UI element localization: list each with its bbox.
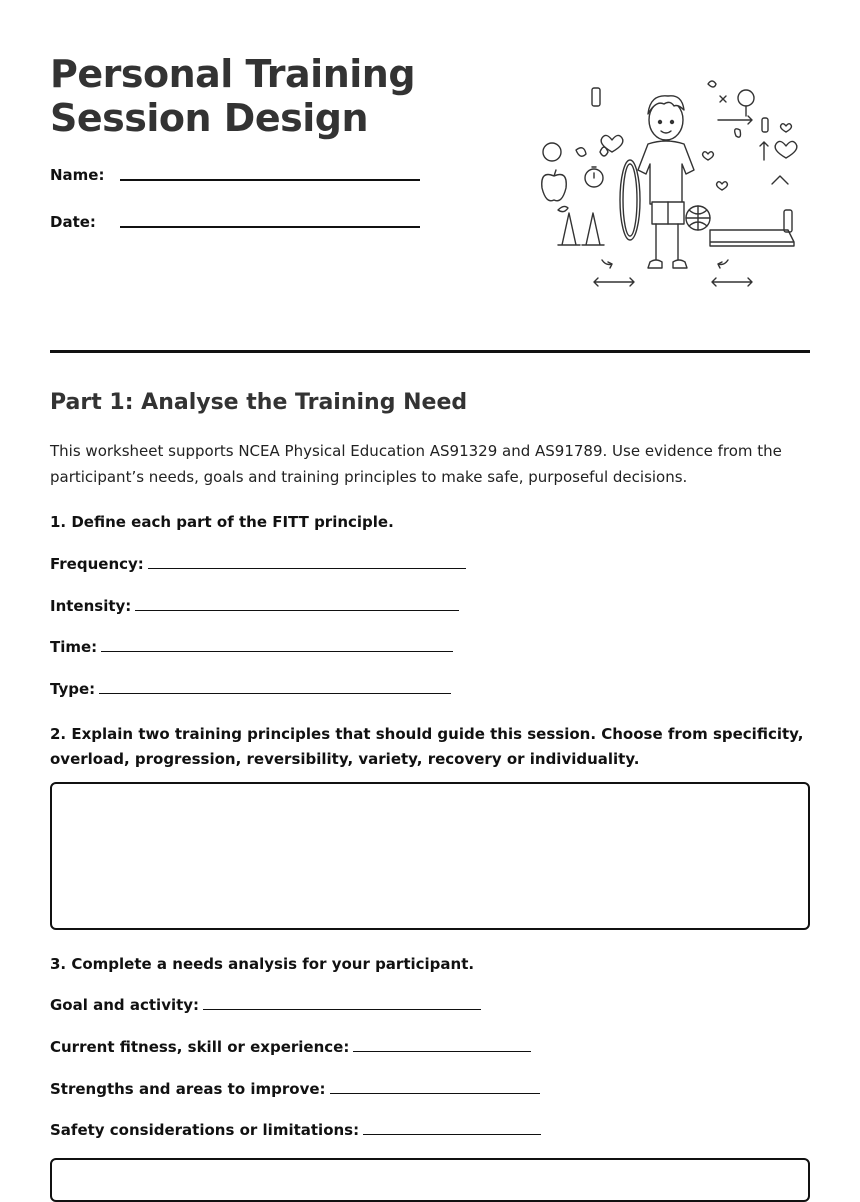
leaf-icon — [576, 148, 586, 157]
fitt-frequency-blank[interactable] — [148, 554, 466, 569]
date-label: Date: — [50, 213, 96, 231]
title-line-2: Session Design — [50, 96, 369, 140]
arrow-icon — [760, 142, 768, 160]
water-bottle-icon — [784, 210, 792, 232]
section-divider — [50, 350, 810, 353]
fitt-time-field[interactable] — [50, 637, 453, 656]
fitt-intensity-label: Intensity: — [50, 597, 132, 615]
heart-icon — [601, 135, 623, 152]
fitt-time-label: Time: — [50, 638, 98, 656]
fitt-intensity-field[interactable] — [50, 596, 459, 615]
apple-icon — [542, 170, 567, 201]
fitt-type-label: Type: — [50, 680, 96, 698]
fitness-kid-illustration — [532, 70, 802, 295]
leaf-icon — [558, 206, 568, 211]
dumbbell-icon — [735, 129, 741, 137]
needs-fitness-label: Current fitness, skill or experience: — [50, 1038, 350, 1056]
fruit-icon — [708, 81, 716, 87]
needs-goal-blank[interactable] — [203, 995, 481, 1010]
heart-icon — [775, 141, 797, 158]
title-line-1: Personal Training — [50, 52, 416, 96]
needs-goal-field[interactable] — [50, 995, 481, 1014]
basketball-icon — [543, 143, 561, 161]
flame-icon — [600, 147, 608, 156]
worksheet-title — [50, 52, 415, 140]
needs-safety-field[interactable] — [50, 1120, 541, 1139]
date-field[interactable] — [50, 213, 96, 231]
fitt-time-blank[interactable] — [101, 637, 453, 652]
needs-safety-blank[interactable] — [363, 1120, 541, 1135]
needs-safety-label: Safety considerations or limitations: — [50, 1121, 360, 1139]
cones-icon — [558, 213, 604, 245]
name-line[interactable] — [120, 179, 420, 181]
curved-arrow-icon — [602, 260, 612, 268]
water-bottle-icon — [762, 118, 768, 132]
heart-icon — [703, 152, 714, 160]
arrow-icon — [712, 278, 752, 286]
heart-icon — [781, 124, 792, 132]
question-2-answer-box[interactable] — [50, 782, 810, 930]
name-label: Name: — [50, 166, 105, 184]
date-line[interactable] — [120, 226, 420, 228]
needs-fitness-blank[interactable] — [353, 1037, 531, 1052]
boy-figure-icon — [638, 96, 694, 268]
curved-arrow-icon — [718, 260, 728, 268]
fitt-frequency-field[interactable] — [50, 554, 466, 573]
needs-strengths-field[interactable] — [50, 1079, 540, 1098]
part1-intro: This worksheet supports NCEA Physical Education AS91329 and AS91789. Use evidence from the participant’s needs, goals and training principles to make safe, purposeful decisions. — [50, 442, 782, 486]
needs-strengths-blank[interactable] — [330, 1079, 540, 1094]
needs-strengths-label: Strengths and areas to improve: — [50, 1080, 326, 1098]
arrow-icon — [594, 278, 634, 286]
ball-icon — [686, 206, 710, 230]
needs-fitness-field[interactable] — [50, 1037, 531, 1056]
fitt-type-blank[interactable] — [99, 679, 451, 694]
needs-goal-label: Goal and activity: — [50, 996, 200, 1014]
fitt-type-field[interactable] — [50, 679, 451, 698]
question-3: 3. Complete a needs analysis for your participant. — [50, 955, 475, 973]
mat-icon — [710, 230, 794, 246]
arrow-icon — [718, 116, 752, 124]
fitt-intensity-blank[interactable] — [135, 596, 459, 611]
water-bottle-icon — [592, 88, 600, 106]
fitt-frequency-label: Frequency: — [50, 555, 144, 573]
heart-icon — [717, 182, 728, 190]
question-2: 2. Explain two training principles that should guide this session. Choose from specificity, overload, progression, reversibility, variety, recovery or individuality. — [50, 725, 804, 768]
tree-icon — [738, 90, 754, 106]
question-3-answer-box[interactable] — [50, 1158, 810, 1202]
part1-heading: Part 1: Analyse the Training Need — [50, 390, 468, 415]
question-1: 1. Define each part of the FITT principle. — [50, 513, 394, 531]
chevron-up-icon — [772, 176, 788, 184]
name-field[interactable] — [50, 166, 104, 184]
